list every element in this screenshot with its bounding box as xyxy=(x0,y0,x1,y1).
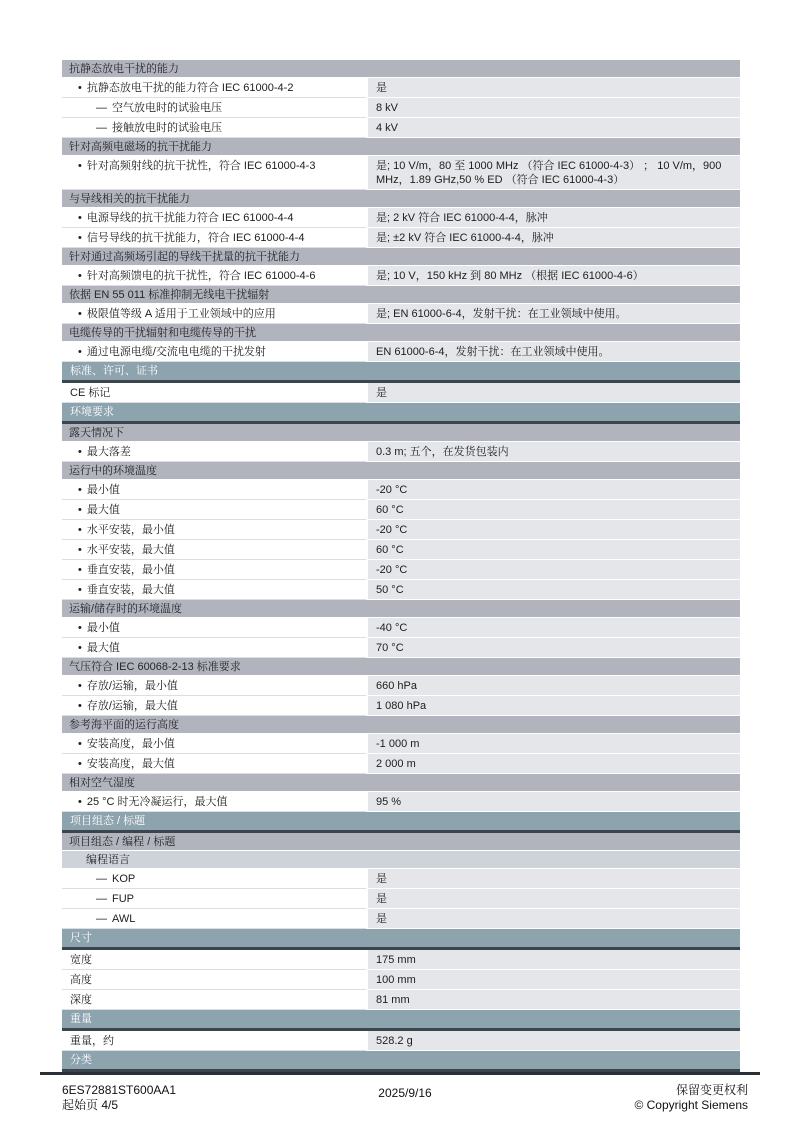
spec-row xyxy=(62,208,740,228)
spec-row xyxy=(62,442,740,462)
spec-row xyxy=(62,580,740,600)
spec-value: -1 000 m xyxy=(368,734,740,754)
spec-value: 是 xyxy=(368,78,740,98)
spec-label-text: 极限值等级 A 适用于工业领域中的应用 xyxy=(86,308,276,320)
spec-label xyxy=(62,869,366,889)
spec-row xyxy=(62,909,740,929)
spec-value: 是; ±2 kV 符合 IEC 61000-4-4，脉冲 xyxy=(368,228,740,248)
footer-right xyxy=(634,1083,748,1113)
bullet-marker: • xyxy=(78,270,82,282)
spec-value: 95 % xyxy=(368,792,740,812)
spec-label-text: 安装高度，最小值 xyxy=(86,738,175,750)
spec-label-text: KOP xyxy=(112,873,136,885)
subsection-header: 运行中的环境温度 xyxy=(62,462,740,480)
spec-row xyxy=(62,696,740,716)
bullet-marker: • xyxy=(78,564,82,576)
spec-label-text: 针对高频馈电的抗干扰性，符合 IEC 61000-4-6 xyxy=(86,270,316,282)
dash-marker: — xyxy=(96,102,107,114)
spec-label xyxy=(62,480,366,500)
spec-value: -40 °C xyxy=(368,618,740,638)
spec-value: 100 mm xyxy=(368,970,740,990)
section-header: 重量 xyxy=(62,1010,740,1031)
spec-value: 是 xyxy=(368,869,740,889)
bullet-marker: • xyxy=(78,484,82,496)
spec-label xyxy=(62,638,366,658)
spec-row xyxy=(62,990,740,1010)
section-header: 分类 xyxy=(62,1051,740,1072)
bullet-marker: • xyxy=(78,346,82,358)
dash-marker: — xyxy=(96,122,107,134)
subsection-header: 电缆传导的干扰辐射和电缆传导的干扰 xyxy=(62,324,740,342)
bullet-marker: • xyxy=(78,446,82,458)
spec-value: 70 °C xyxy=(368,638,740,658)
bullet-marker: • xyxy=(78,642,82,654)
bullet-marker: • xyxy=(78,796,82,808)
subsection-header: 气压符合 IEC 60068-2-13 标准要求 xyxy=(62,658,740,676)
footer-divider xyxy=(40,1072,760,1075)
spec-label xyxy=(62,118,366,138)
spec-label-text: 接触放电时的试验电压 xyxy=(112,122,222,134)
subsection-header: 编程语言 xyxy=(62,851,740,869)
spec-value: 81 mm xyxy=(368,990,740,1010)
bullet-marker: • xyxy=(78,584,82,596)
spec-row xyxy=(62,383,740,403)
spec-row xyxy=(62,266,740,286)
spec-label-text: 电源导线的抗干扰能力符合 IEC 61000-4-4 xyxy=(86,212,294,224)
spec-label xyxy=(62,889,366,909)
spec-value: 2 000 m xyxy=(368,754,740,774)
spec-value: -20 °C xyxy=(368,560,740,580)
spec-value: 50 °C xyxy=(368,580,740,600)
spec-label-text: 空气放电时的试验电压 xyxy=(112,102,222,114)
copyright-notice: © Copyright Siemens xyxy=(634,1098,748,1112)
spec-label xyxy=(62,792,366,812)
spec-label xyxy=(62,580,366,600)
spec-value: 是 xyxy=(368,909,740,929)
spec-value: 8 kV xyxy=(368,98,740,118)
spec-row xyxy=(62,540,740,560)
spec-label xyxy=(62,560,366,580)
spec-value: 是; 10 V/m，80 至 1000 MHz （符合 IEC 61000-4-3） ； 10 V/m，900 MHz，1.89 GHz,50 % ED （符合 IEC 61000-4-3） xyxy=(368,156,740,190)
spec-label-text: AWL xyxy=(112,913,136,925)
subsection-header: 与导线相关的抗干扰能力 xyxy=(62,190,740,208)
spec-label xyxy=(62,500,366,520)
spec-row xyxy=(62,869,740,889)
spec-label xyxy=(62,970,366,990)
bullet-marker: • xyxy=(78,504,82,516)
spec-label-text: 通过电源电缆/交流电电缆的干扰发射 xyxy=(86,346,266,358)
spec-label xyxy=(62,442,366,462)
spec-label-text: 垂直安装，最大值 xyxy=(86,584,175,596)
spec-value: 1 080 hPa xyxy=(368,696,740,716)
spec-value: EN 61000-6-4，发射干扰：在工业领域中使用。 xyxy=(368,342,740,362)
spec-value: 是; 10 V，150 kHz 到 80 MHz （根据 IEC 61000-4-6） xyxy=(368,266,740,286)
subsection-header: 针对通过高频场引起的导线干扰量的抗干扰能力 xyxy=(62,248,740,266)
spec-label-text: 最大值 xyxy=(86,642,120,654)
spec-value: -20 °C xyxy=(368,520,740,540)
spec-label-text: 宽度 xyxy=(70,954,92,966)
spec-row xyxy=(62,618,740,638)
spec-row xyxy=(62,560,740,580)
spec-row xyxy=(62,970,740,990)
section-header: 项目组态 / 标题 xyxy=(62,812,740,833)
spec-label xyxy=(62,156,366,190)
spec-row xyxy=(62,118,740,138)
bullet-marker: • xyxy=(78,738,82,750)
bullet-marker: • xyxy=(78,700,82,712)
subsection-header: 相对空气湿度 xyxy=(62,774,740,792)
spec-label xyxy=(62,676,366,696)
rights-notice: 保留变更权利 xyxy=(675,1083,748,1097)
spec-table xyxy=(62,60,740,1072)
spec-label xyxy=(62,696,366,716)
spec-label-text: 最大值 xyxy=(86,504,120,516)
footer-date: 2025/9/16 xyxy=(378,1086,432,1100)
spec-value: -20 °C xyxy=(368,480,740,500)
spec-value: 60 °C xyxy=(368,540,740,560)
spec-label xyxy=(62,520,366,540)
page-footer xyxy=(62,1083,748,1113)
spec-label xyxy=(62,1031,366,1051)
spec-value: 是 xyxy=(368,889,740,909)
spec-label-text: 深度 xyxy=(70,994,92,1006)
spec-label xyxy=(62,754,366,774)
spec-row xyxy=(62,98,740,118)
spec-label-text: CE 标记 xyxy=(70,387,111,399)
spec-row xyxy=(62,78,740,98)
spec-value: 是 xyxy=(368,383,740,403)
spec-row xyxy=(62,638,740,658)
page-indicator: 起始页 4/5 xyxy=(62,1098,119,1112)
spec-row xyxy=(62,500,740,520)
spec-label xyxy=(62,266,366,286)
subsection-header: 针对高频电磁场的抗干扰能力 xyxy=(62,138,740,156)
spec-row xyxy=(62,520,740,540)
spec-label-text: 重量，约 xyxy=(70,1035,114,1047)
spec-label-text: 最小值 xyxy=(86,484,120,496)
spec-label-text: FUP xyxy=(112,893,134,905)
spec-label xyxy=(62,208,366,228)
section-header: 环境要求 xyxy=(62,403,740,424)
spec-row xyxy=(62,228,740,248)
spec-label-text: 垂直安装，最小值 xyxy=(86,564,175,576)
spec-label-text: 最小值 xyxy=(86,622,120,634)
spec-row xyxy=(62,304,740,324)
dash-marker: — xyxy=(96,893,107,905)
spec-label xyxy=(62,304,366,324)
spec-label xyxy=(62,540,366,560)
spec-row xyxy=(62,889,740,909)
bullet-marker: • xyxy=(78,680,82,692)
spec-label-text: 存放/运输，最小值 xyxy=(86,680,178,692)
subsection-header: 抗静态放电干扰的能力 xyxy=(62,60,740,78)
bullet-marker: • xyxy=(78,212,82,224)
subsection-header: 参考海平面的运行高度 xyxy=(62,716,740,734)
section-header: 标准、许可、证书 xyxy=(62,362,740,383)
spec-value: 4 kV xyxy=(368,118,740,138)
spec-row xyxy=(62,950,740,970)
bullet-marker: • xyxy=(78,308,82,320)
spec-value: 0.3 m; 五个，在发货包装内 xyxy=(368,442,740,462)
spec-label xyxy=(62,98,366,118)
bullet-marker: • xyxy=(78,232,82,244)
footer-left xyxy=(62,1083,176,1113)
spec-row xyxy=(62,480,740,500)
spec-row xyxy=(62,792,740,812)
spec-label xyxy=(62,228,366,248)
spec-label xyxy=(62,990,366,1010)
spec-label-text: 安装高度，最大值 xyxy=(86,758,175,770)
spec-label xyxy=(62,909,366,929)
spec-value: 528.2 g xyxy=(368,1031,740,1051)
spec-label-text: 水平安装，最小值 xyxy=(86,524,175,536)
spec-label xyxy=(62,342,366,362)
spec-row xyxy=(62,754,740,774)
spec-label xyxy=(62,618,366,638)
bullet-marker: • xyxy=(78,524,82,536)
bullet-marker: • xyxy=(78,622,82,634)
spec-row xyxy=(62,1031,740,1051)
bullet-marker: • xyxy=(78,82,82,94)
subsection-header: 运输/储存时的环境温度 xyxy=(62,600,740,618)
spec-row xyxy=(62,342,740,362)
subsection-header: 依据 EN 55 011 标准抑制无线电干扰辐射 xyxy=(62,286,740,304)
spec-value: 60 °C xyxy=(368,500,740,520)
spec-label-text: 抗静态放电干扰的能力符合 IEC 61000-4-2 xyxy=(86,82,294,94)
section-header: 尺寸 xyxy=(62,929,740,950)
spec-label-text: 存放/运输，最大值 xyxy=(86,700,178,712)
bullet-marker: • xyxy=(78,160,82,172)
subsection-header: 项目组态 / 编程 / 标题 xyxy=(62,833,740,851)
spec-label-text: 信号导线的抗干扰能力，符合 IEC 61000-4-4 xyxy=(86,232,305,244)
spec-label-text: 25 °C 时无冷凝运行，最大值 xyxy=(86,796,228,808)
dash-marker: — xyxy=(96,873,107,885)
spec-label xyxy=(62,734,366,754)
subsection-header: 露天情况下 xyxy=(62,424,740,442)
spec-value: 175 mm xyxy=(368,950,740,970)
spec-label-text: 针对高频射线的抗干扰性，符合 IEC 61000-4-3 xyxy=(86,160,316,172)
spec-label xyxy=(62,78,366,98)
spec-row xyxy=(62,676,740,696)
spec-label xyxy=(62,950,366,970)
dash-marker: — xyxy=(96,913,107,925)
spec-label-text: 高度 xyxy=(70,974,92,986)
spec-row xyxy=(62,734,740,754)
spec-label-text: 最大落差 xyxy=(86,446,131,458)
spec-value: 是; EN 61000-6-4，发射干扰：在工业领域中使用。 xyxy=(368,304,740,324)
spec-value: 660 hPa xyxy=(368,676,740,696)
spec-row xyxy=(62,156,740,190)
spec-value: 是; 2 kV 符合 IEC 61000-4-4，脉冲 xyxy=(368,208,740,228)
spec-label xyxy=(62,383,366,403)
bullet-marker: • xyxy=(78,544,82,556)
order-number: 6ES72881ST600AA1 xyxy=(62,1083,177,1097)
spec-label-text: 水平安装，最大值 xyxy=(86,544,175,556)
bullet-marker: • xyxy=(78,758,82,770)
